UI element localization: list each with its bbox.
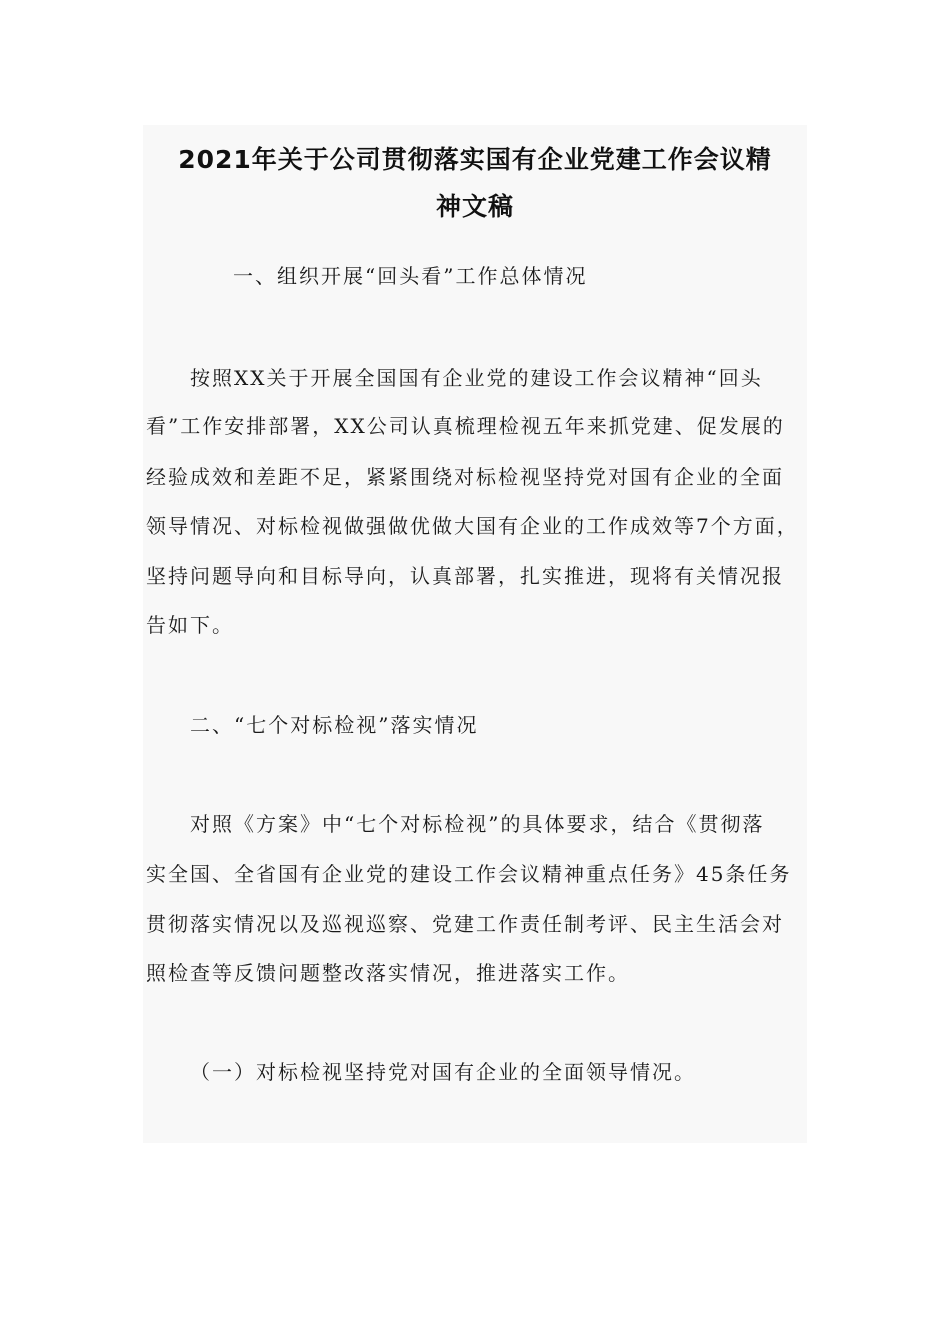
- paragraph-1-line-3: 经验成效和差距不足，紧紧围绕对标检视坚持党对国有企业的全面: [146, 465, 784, 489]
- document-title-line-2: 神文稿: [435, 192, 514, 221]
- paragraph-1-line-1: 按照XX关于开展全国国有企业党的建设工作会议精神“回头: [190, 366, 763, 390]
- paragraph-1-line-6: 告如下。: [146, 613, 234, 637]
- subsection-heading-1: （一）对标检视坚持党对国有企业的全面领导情况。: [190, 1060, 696, 1084]
- paragraph-1-line-2: 看”工作安排部署，XX公司认真梳理检视五年来抓党建、促发展的: [146, 414, 785, 438]
- document-title-line-1: 2021年关于公司贯彻落实国有企业党建工作会议精: [178, 145, 772, 174]
- paragraph-2-line-1: 对照《方案》中“七个对标检视”的具体要求，结合《贯彻落: [190, 812, 765, 836]
- paragraph-2-line-2: 实全国、全省国有企业党的建设工作会议精神重点任务》45条任务: [146, 862, 792, 886]
- paragraph-1-line-4: 领导情况、对标检视做强做优做大国有企业的工作成效等7个方面，: [146, 514, 799, 538]
- section-heading-1: 一、组织开展“回头看”工作总体情况: [233, 264, 588, 288]
- paragraph-2-line-4: 照检查等反馈问题整改落实情况，推进落实工作。: [146, 961, 630, 985]
- section-heading-2: 二、“七个对标检视”落实情况: [190, 713, 479, 737]
- paragraph-1-line-5: 坚持问题导向和目标导向，认真部署，扎实推进，现将有关情况报: [146, 564, 784, 588]
- paragraph-2-line-3: 贯彻落实情况以及巡视巡察、党建工作责任制考评、民主生活会对: [146, 912, 784, 936]
